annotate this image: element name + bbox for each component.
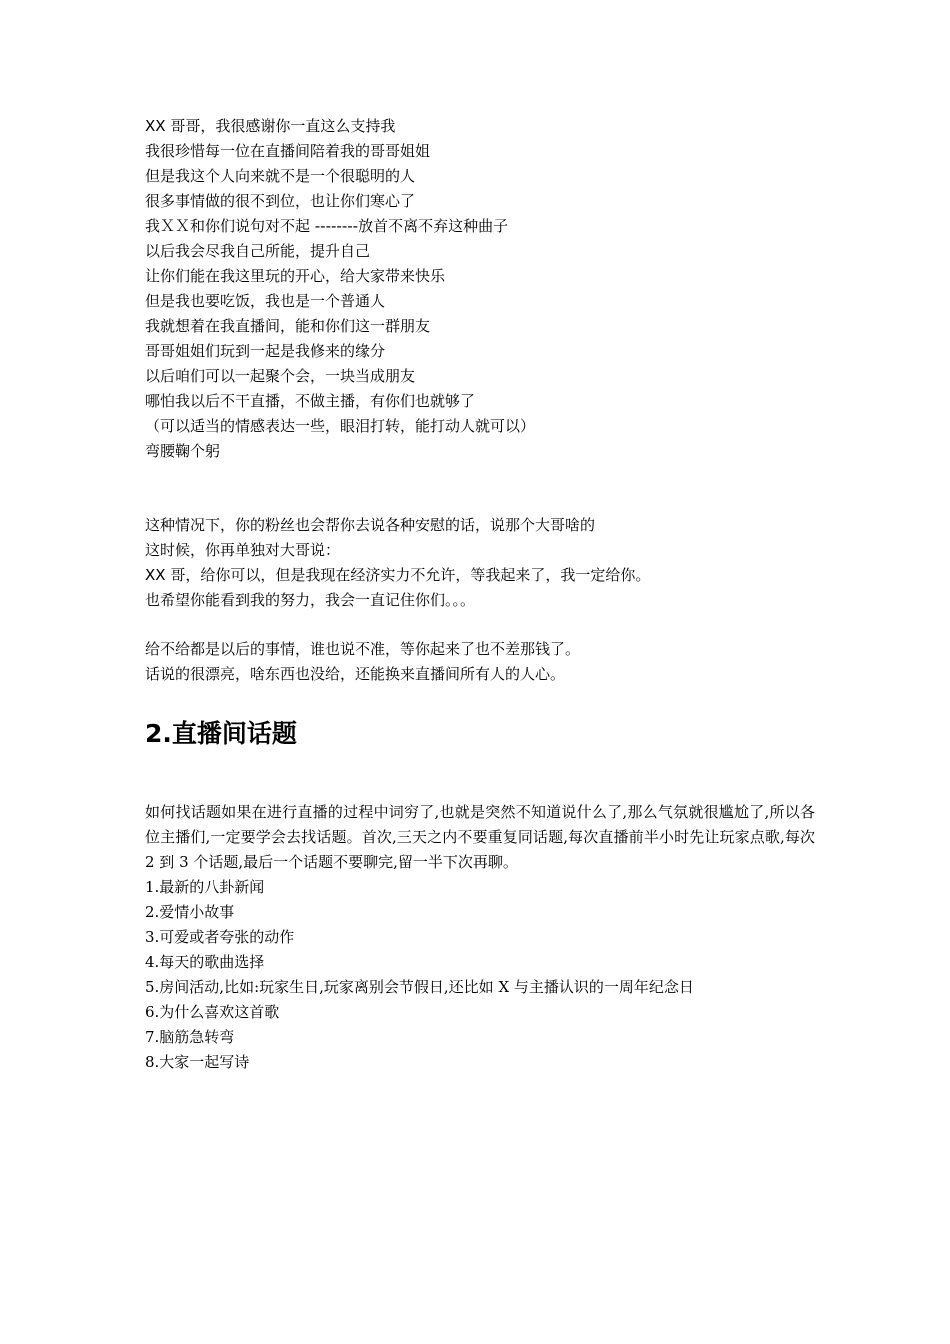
text-line: 我ＸＸ和你们说句对不起 --------放首不离不弃这种曲子 — [145, 217, 509, 235]
topics-section — [145, 800, 825, 1075]
text-line: 以后我会尽我自己所能，提升自己 — [145, 242, 371, 260]
list-item: 2.爱情小故事 — [145, 903, 235, 921]
text-line: XX 哥，给你可以，但是我现在经济实力不允许，等我起来了，我一定给你。 — [145, 566, 651, 584]
text-line: 弯腰鞠个躬 — [145, 442, 221, 460]
topics-intro-paragraph: 如何找话题如果在进行直播的过程中词穷了,也就是突然不知道说什么了,那么气氛就很尴尬了,所以各位主播们,一定要学会去找话题。首次,三天之内不要重复同话题,每次直播前半小时先让玩家点歌,每次 2 到 3 个话题,最后一个话题不要聊完,留一半下次再聊。 — [145, 803, 815, 871]
text-line: 这时候，你再单独对大哥说： — [145, 541, 341, 559]
text-line: 但是我也要吃饭，我也是一个普通人 — [145, 292, 386, 310]
text-line: 哪怕我以后不干直播，不做主播，有你们也就够了 — [145, 392, 476, 410]
text-line: 很多事情做的很不到位，也让你们寒心了 — [145, 192, 416, 210]
text-line: 给不给都是以后的事情，谁也说不准，等你起来了也不差那钱了。 — [145, 640, 581, 658]
text-line: 也希望你能看到我的努力，我会一直记住你们。。。 — [145, 591, 476, 609]
list-item: 8.大家一起写诗 — [145, 1053, 250, 1071]
text-line: 以后咱们可以一起聚个会，一块当成朋友 — [145, 367, 416, 385]
speech-script-section — [145, 114, 825, 464]
text-line: 哥哥姐姐们玩到一起是我修来的缘分 — [145, 342, 386, 360]
text-line: 我很珍惜每一位在直播间陪着我的哥哥姐姐 — [145, 142, 431, 160]
list-item: 7.脑筋急转弯 — [145, 1028, 235, 1046]
list-item: 6.为什么喜欢这首歌 — [145, 1003, 280, 1021]
text-line: 我就想着在我直播间，能和你们这一群朋友 — [145, 317, 431, 335]
text-line: 让你们能在我这里玩的开心，给大家带来快乐 — [145, 267, 446, 285]
text-line: 这种情况下，你的粉丝也会帮你去说各种安慰的话，说那个大哥啥的 — [145, 516, 596, 534]
text-line: 但是我这个人向来就不是一个很聪明的人 — [145, 167, 416, 185]
list-item: 5.房间活动,比如:玩家生日,玩家离别会节假日,还比如 X 与主播认识的一周年纪念日 — [145, 978, 694, 996]
conclusion-section — [145, 637, 825, 687]
follow-up-section — [145, 513, 825, 613]
list-item: 1.最新的八卦新闻 — [145, 878, 265, 896]
text-line: 话说的很漂亮，啥东西也没给，还能换来直播间所有人的人心。 — [145, 665, 566, 683]
section-heading: 2.直播间话题 — [145, 719, 297, 748]
text-line: XX 哥哥，我很感谢你一直这么支持我 — [145, 117, 396, 135]
text-line: （可以适当的情感表达一些，眼泪打转，能打动人就可以） — [145, 417, 536, 435]
list-item: 4.每天的歌曲选择 — [145, 953, 265, 971]
list-item: 3.可爱或者夸张的动作 — [145, 928, 295, 946]
